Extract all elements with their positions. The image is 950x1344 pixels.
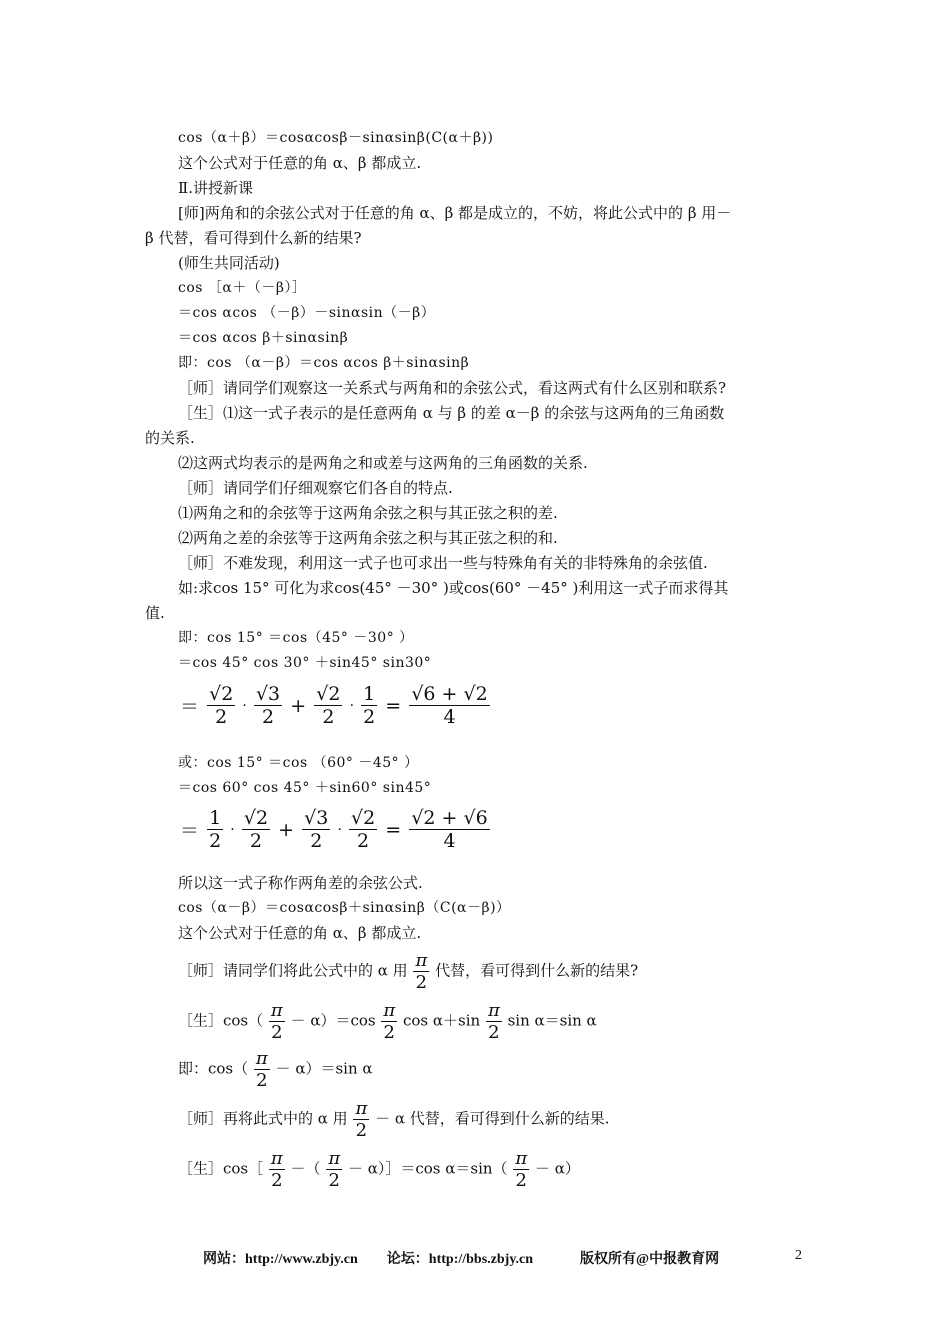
text-line: ⑵两角之差的余弦等于这两角余弦之积与其正弦之积的和. [178, 529, 558, 547]
denominator: 2 [486, 1021, 502, 1043]
numerator: 1 [209, 807, 222, 829]
pi-line-2 [178, 1000, 597, 1043]
equation-row-1 [178, 683, 491, 728]
text-segment: － α） [534, 1159, 580, 1178]
denominator: 2 [209, 830, 222, 852]
numerator: π [415, 950, 428, 971]
equals-sign: = [385, 818, 402, 841]
text-line: 如:求cos 15° 可化为求cos(45° －30° )或cos(60° －45° )利用这一式子而求得其 [178, 579, 729, 597]
text-line: cos（α＋β）＝cosαcosβ－sinαsinβ(C(α＋β)) [178, 130, 494, 146]
fraction [409, 807, 489, 852]
numerator: √3 [304, 807, 329, 829]
fraction [207, 683, 235, 728]
numerator: 1 [363, 683, 376, 705]
text-line: 这个公式对于任意的角 α、β 都成立. [178, 924, 422, 942]
pi-over-2-fraction [486, 1000, 502, 1043]
pi-over-2-fraction [254, 1048, 270, 1091]
page-footer [203, 1248, 719, 1268]
numerator: π [515, 1148, 528, 1169]
text-line: ［师］不难发现，利用这一式子也可求出一些与特殊角有关的非特殊角的余弦值. [178, 554, 708, 572]
equals-sign: = [385, 694, 402, 717]
fraction [302, 807, 330, 852]
numerator: √3 [255, 683, 281, 705]
formula-line: 或：cos 15° ＝cos （60° －45° ） [178, 755, 419, 771]
text-segment: cos α＋sin [402, 1011, 481, 1030]
formula-line: ＝cos αcos （－β）－sinαsin（－β） [178, 305, 436, 321]
text-segment: － α）］＝cos α＝sin（ [347, 1159, 508, 1178]
denominator: 2 [353, 1119, 369, 1141]
fraction [254, 683, 282, 728]
equation-row-2 [178, 807, 491, 852]
dot-operator: · [230, 821, 235, 838]
section-heading: Ⅱ.讲授新课 [178, 179, 253, 197]
numerator: π [270, 1000, 283, 1021]
pi-line-3 [178, 1048, 373, 1091]
formula-line: 即：cos （α－β）＝cos αcos β＋sinαsinβ [178, 355, 470, 371]
formula-line: ＝cos 45° cos 30° ＋sin45° sin30° [178, 655, 432, 671]
numerator: √2 [209, 683, 234, 705]
text-segment: sin α＝sin α [507, 1011, 597, 1030]
text-segment: ［生］cos（ [178, 1011, 264, 1030]
numerator: √2 [351, 807, 376, 829]
plus-sign: + [290, 694, 307, 717]
equals-sign: ＝ [180, 820, 200, 842]
denominator: 2 [381, 1021, 397, 1043]
pi-over-2-fraction [269, 1148, 285, 1191]
numerator: √6 + √2 [411, 683, 488, 705]
dot-operator: · [242, 697, 247, 714]
denominator: 2 [302, 829, 330, 852]
denominator: 2 [207, 705, 235, 728]
denominator: 2 [349, 829, 377, 852]
denominator: 2 [314, 705, 342, 728]
pi-line-5 [178, 1148, 580, 1191]
text-segment: － α 代替，看可得到什么新的结果. [375, 1109, 610, 1128]
dot-operator: · [337, 821, 342, 838]
equals-sign: ＝ [180, 696, 200, 718]
denominator: 4 [409, 829, 489, 852]
footer-forum-link[interactable]: 论坛：http://bbs.zbjy.cn [386, 1252, 534, 1267]
numerator: π [328, 1148, 341, 1169]
denominator: 2 [513, 1169, 529, 1191]
text-line: 所以这一式子称作两角差的余弦公式. [178, 874, 423, 892]
pi-over-2-fraction [326, 1148, 342, 1191]
denominator: 4 [409, 705, 489, 728]
numerator: π [270, 1148, 283, 1169]
formula-line: ＝cos αcos β＋sinαsinβ [178, 330, 349, 346]
fraction [314, 683, 342, 728]
page-number: 2 [795, 1248, 802, 1263]
formula-line: ＝cos 60° cos 45° ＋sin60° sin45° [178, 780, 432, 796]
text-segment: 代替，看可得到什么新的结果? [435, 961, 639, 980]
fraction [349, 807, 377, 852]
text-line: ［师］请同学们仔细观察它们各自的特点. [178, 479, 453, 497]
footer-site-link[interactable]: 网站：http://www.zbjy.cn [203, 1252, 358, 1267]
text-line: 这个公式对于任意的角 α、β 都成立. [178, 154, 422, 172]
denominator: 2 [269, 1021, 285, 1043]
pi-over-2-fraction [269, 1000, 285, 1043]
dot-operator: · [349, 697, 355, 714]
numerator: π [487, 1000, 500, 1021]
text-line: ［师］请同学们观察这一关系式与两角和的余弦公式，看这两式有什么区别和联系? [178, 379, 727, 397]
formula-line: cos（α－β）＝cosαcosβ＋sinαsinβ（C(α－β)） [178, 900, 511, 916]
numerator: π [355, 1098, 368, 1119]
pi-line-4 [178, 1098, 610, 1141]
numerator: √2 + √6 [411, 807, 488, 829]
fraction [242, 807, 270, 852]
denominator: 2 [269, 1169, 285, 1191]
text-line: ［生］⑴这一式子表示的是任意两角 α 与 β 的差 α－β 的余弦与这两角的三角函数 [178, 404, 725, 422]
numerator: π [383, 1000, 396, 1021]
denominator: 2 [242, 829, 270, 852]
denominator: 2 [254, 705, 282, 728]
text-line: [师]两角和的余弦公式对于任意的角 α、β 都是成立的，不妨，将此公式中的 β 用－ [178, 204, 732, 222]
text-line: β 代替，看可得到什么新的结果? [145, 229, 362, 247]
text-line: ⑴两角之和的余弦等于这两角余弦之积与其正弦之积的差. [178, 504, 558, 522]
text-line: 的关系. [145, 429, 195, 447]
numerator: √2 [316, 683, 341, 705]
fraction [361, 683, 377, 728]
pi-over-2-fraction [353, 1098, 369, 1141]
text-line: (师生共同活动) [178, 254, 280, 272]
fraction [207, 807, 223, 852]
footer-copyright: 版权所有@中报教育网 [580, 1252, 720, 1267]
text-segment: － α）＝cos [290, 1011, 376, 1030]
formula-line: 即：cos 15° ＝cos（45° －30° ） [178, 630, 414, 646]
text-segment: － α）＝sin α [275, 1059, 373, 1078]
denominator: 2 [363, 706, 376, 728]
text-line: 值. [145, 604, 165, 622]
formula-line: cos ［α＋（－β）］ [178, 280, 307, 296]
text-segment: 即：cos（ [178, 1059, 249, 1078]
denominator: 2 [413, 971, 429, 993]
pi-over-2-fraction [381, 1000, 397, 1043]
plus-sign: + [278, 818, 295, 841]
pi-over-2-fraction [413, 950, 429, 993]
text-segment: ［师］请同学们将此公式中的 α 用 [178, 961, 408, 980]
text-segment: ［师］再将此式中的 α 用 [178, 1109, 348, 1128]
text-line: ⑵这两式均表示的是两角之和或差与这两角的三角函数的关系. [178, 454, 588, 472]
denominator: 2 [254, 1069, 270, 1091]
text-segment: －（ [290, 1159, 321, 1178]
pi-over-2-fraction [513, 1148, 529, 1191]
fraction [409, 683, 489, 728]
denominator: 2 [326, 1169, 342, 1191]
numerator: √2 [243, 807, 269, 829]
text-segment: ［生］cos［ [178, 1159, 264, 1178]
numerator: π [255, 1048, 268, 1069]
pi-line-1 [178, 950, 638, 993]
